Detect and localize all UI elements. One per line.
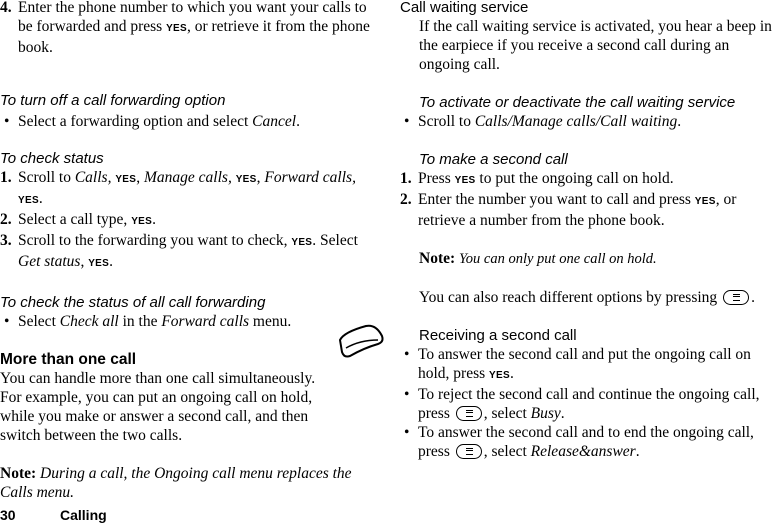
check-status-heading: To check status [0,150,104,167]
left-column [0,0,382,502]
left-note: Note: During a call, the Ongoing call menu replaces the Calls menu. [0,465,352,501]
menu-key-icon [456,444,482,459]
right-column [400,0,782,461]
call-waiting-heading: Call waiting service [400,0,529,16]
check-all-heading: To check the status of all call forwarding [0,294,266,311]
more-than-one-call-body: You can handle more than one call simultaneously. For example, you can put an ongoing call on hold, while you make or answer a second call, and then switch between the two calls. [0,370,316,444]
menu-key-icon [456,406,482,421]
right-note: Note: You can only put one call on hold. [419,250,657,267]
phone-icon [336,322,386,362]
receiving-bullet-1: • To answer the second call and put the ongoing call on hold, press YES. [404,346,751,382]
page-number: 30 [0,507,16,523]
second-step-1: 1. Press YES to put the ongoing call on hold. [400,170,674,187]
chapter-title: Calling [60,507,107,523]
receiving-heading: Receiving a second call [419,327,577,344]
second-step-2: 2. Enter the number you want to call and press YES, or retrieve a number from the phone book. [400,191,737,229]
more-than-one-call-heading: More than one call [0,351,137,368]
turn-off-bullet: • Select a forwarding option and select Cancel. [4,113,300,130]
step-4: 4. Enter the phone number to which you want your calls to be forwarded and press YES, or retrieve it from the phone book. [0,0,370,56]
turn-off-heading: To turn off a call forwarding option [0,92,226,109]
receiving-bullet-2: • To reject the second call and continue the ongoing call, press , select Busy. [404,386,760,422]
check-step-1: 1. Scroll to Calls, YES, Manage calls, YES, Forward calls, YES. [0,169,356,207]
check-all-bullet: • Select Check all in the Forward calls menu. [4,313,292,330]
check-step-2: 2. Select a call type, YES. [0,211,156,228]
second-call-heading: To make a second call [419,151,568,168]
activate-bullet: • Scroll to Calls/Manage calls/Call waiting. [404,113,682,130]
menu-key-icon [723,290,749,305]
receiving-bullet-3: • To answer the second call and to end the ongoing call, press , select Release&answer. [404,424,754,460]
check-step-3: 3. Scroll to the forwarding you want to check, YES. Select Get status, YES. [0,232,358,270]
options-text: You can also reach different options by pressing . [419,289,755,306]
call-waiting-body: If the call waiting service is activated, you hear a beep in the earpiece if you receive a second call during an ongoing call. [419,18,772,73]
activate-heading: To activate or deactivate the call waiting service [419,94,736,111]
